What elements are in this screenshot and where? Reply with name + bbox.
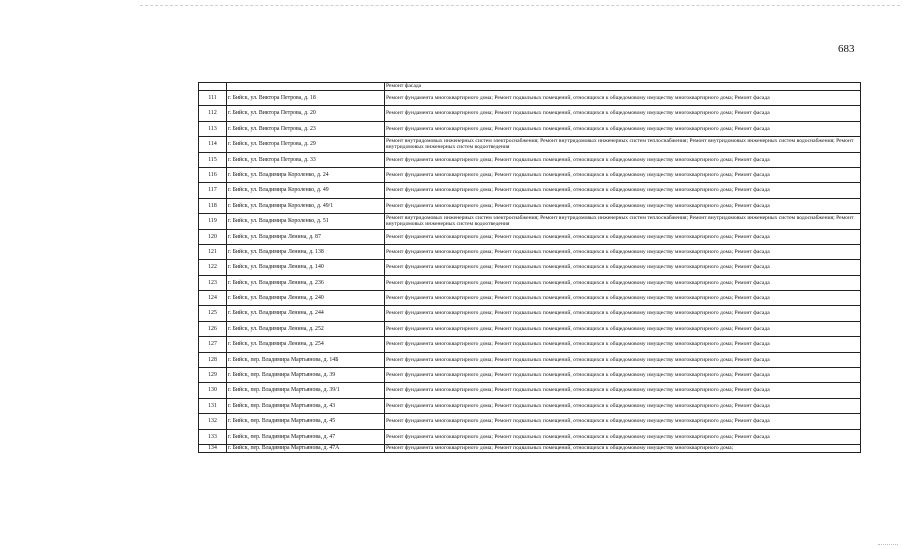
- row-works: Ремонт фундамента многоквартирного дома; Ремонт подвальных помещений, относящихся к общедомовому имуществу многоквартирного дома; Ремонт фасада: [385, 121, 861, 136]
- table-row: [199, 198, 861, 213]
- table-row: [199, 229, 861, 244]
- row-address: г. Бийск, ул. Виктора Петрова, д. 29: [227, 137, 385, 152]
- row-number: 120: [199, 229, 227, 244]
- table-row: [199, 383, 861, 398]
- table-row: [199, 444, 861, 452]
- table-row: [199, 137, 861, 152]
- table-body: [199, 83, 861, 453]
- table-row: [199, 306, 861, 321]
- table-row: [199, 275, 861, 290]
- row-works: Ремонт фундамента многоквартирного дома; Ремонт подвальных помещений, относящихся к общедомовому имуществу многоквартирного дома; Ремонт фасада: [385, 429, 861, 444]
- row-works: Ремонт фундамента многоквартирного дома; Ремонт подвальных помещений, относящихся к общедомовому имуществу многоквартирного дома; Ремонт фасада: [385, 398, 861, 413]
- row-address: г. Бийск, пер. Владимира Мартьянова, д. 47А: [227, 444, 385, 452]
- row-number: 119: [199, 214, 227, 229]
- row-address: г. Бийск, ул. Владимира Короленко, д. 49: [227, 183, 385, 198]
- row-works: Ремонт фундамента многоквартирного дома; Ремонт подвальных помещений, относящихся к общедомовому имуществу многоквартирного дома; Ремонт фасада: [385, 337, 861, 352]
- row-works: Ремонт фундамента многоквартирного дома; Ремонт подвальных помещений, относящихся к общедомовому имуществу многоквартирного дома; Ремонт фасада: [385, 91, 861, 106]
- row-address: г. Бийск, ул. Владимира Ленина, д. 87: [227, 229, 385, 244]
- row-address: г. Бийск, пер. Владимира Мартьянова, д. 47: [227, 429, 385, 444]
- row-number: 115: [199, 152, 227, 167]
- row-works: Ремонт фундамента многоквартирного дома; Ремонт подвальных помещений, относящихся к общедомовому имуществу многоквартирного дома; Ремонт фасада: [385, 306, 861, 321]
- table-row: [199, 91, 861, 106]
- table-row: [199, 398, 861, 413]
- row-address: г. Бийск, ул. Владимира Короленко, д. 51: [227, 214, 385, 229]
- row-address: г. Бийск, ул. Виктора Петрова, д. 20: [227, 106, 385, 121]
- row-number: 111: [199, 91, 227, 106]
- table-row: [199, 183, 861, 198]
- row-works: Ремонт фундамента многоквартирного дома; Ремонт подвальных помещений, относящихся к общедомовому имуществу многоквартирного дома; Ремонт фасада: [385, 167, 861, 182]
- row-address: г. Бийск, пер. Владимира Мартьянова, д. 39: [227, 368, 385, 383]
- row-number: 116: [199, 167, 227, 182]
- row-number: 132: [199, 414, 227, 429]
- row-number: 130: [199, 383, 227, 398]
- row-address: г. Бийск, ул. Виктора Петрова, д. 18: [227, 91, 385, 106]
- row-number: 121: [199, 244, 227, 259]
- row-number: 131: [199, 398, 227, 413]
- row-number: 112: [199, 106, 227, 121]
- row-address: г. Бийск, пер. Владимира Мартьянова, д. 43: [227, 398, 385, 413]
- table-row: [199, 368, 861, 383]
- row-number: 129: [199, 368, 227, 383]
- row-works: Ремонт фундамента многоквартирного дома; Ремонт подвальных помещений, относящихся к общедомовому имуществу многоквартирного дома; Ремонт фасада: [385, 414, 861, 429]
- row-works: Ремонт фундамента многоквартирного дома; Ремонт подвальных помещений, относящихся к общедомовому имуществу многоквартирного дома;: [385, 444, 861, 452]
- row-address: г. Бийск, ул. Владимира Ленина, д. 244: [227, 306, 385, 321]
- row-works: Ремонт внутридомовых инженерных систем электроснабжения; Ремонт внутридомовых инженерных систем теплоснабжения; Ремонт внутридомовых инженерных систем водоснабжения; Ремонт внутридомовых инженерных систем водоотведения: [385, 214, 861, 229]
- row-number: 122: [199, 260, 227, 275]
- table-row: [199, 214, 861, 229]
- table-row: [199, 152, 861, 167]
- row-works: Ремонт фундамента многоквартирного дома; Ремонт подвальных помещений, относящихся к общедомовому имуществу многоквартирного дома; Ремонт фасада: [385, 383, 861, 398]
- row-works: Ремонт фундамента многоквартирного дома; Ремонт подвальных помещений, относящихся к общедомовому имуществу многоквартирного дома; Ремонт фасада: [385, 368, 861, 383]
- scan-artifact-dots: [878, 544, 898, 545]
- row-address: г. Бийск, ул. Виктора Петрова, д. 33: [227, 152, 385, 167]
- page-number: 683: [838, 43, 855, 55]
- row-works: Ремонт фундамента многоквартирного дома; Ремонт подвальных помещений, относящихся к общедомовому имуществу многоквартирного дома; Ремонт фасада: [385, 260, 861, 275]
- row-number: 133: [199, 429, 227, 444]
- row-address: г. Бийск, пер. Владимира Мартьянова, д. 39/1: [227, 383, 385, 398]
- row-works: Ремонт фундамента многоквартирного дома; Ремонт подвальных помещений, относящихся к общедомовому имуществу многоквартирного дома; Ремонт фасада: [385, 152, 861, 167]
- row-works: Ремонт фундамента многоквартирного дома; Ремонт подвальных помещений, относящихся к общедомовому имуществу многоквартирного дома; Ремонт фасада: [385, 352, 861, 367]
- row-number: 114: [199, 137, 227, 152]
- row-address: г. Бийск, ул. Владимира Ленина, д. 252: [227, 321, 385, 336]
- row-works: Ремонт фундамента многоквартирного дома; Ремонт подвальных помещений, относящихся к общедомовому имуществу многоквартирного дома; Ремонт фасада: [385, 229, 861, 244]
- row-works: Ремонт фундамента многоквартирного дома; Ремонт подвальных помещений, относящихся к общедомовому имуществу многоквартирного дома; Ремонт фасада: [385, 291, 861, 306]
- table-row: [199, 167, 861, 182]
- row-works: Ремонт фундамента многоквартирного дома; Ремонт подвальных помещений, относящихся к общедомовому имуществу многоквартирного дома; Ремонт фасада: [385, 275, 861, 290]
- row-number: [199, 83, 227, 91]
- address-works-table: [198, 82, 861, 453]
- table-row: [199, 121, 861, 136]
- row-address: г. Бийск, пер. Владимира Мартьянова, д. 45: [227, 414, 385, 429]
- table-row: [199, 352, 861, 367]
- row-number: 113: [199, 121, 227, 136]
- table-row: [199, 291, 861, 306]
- row-address: г. Бийск, ул. Владимира Ленина, д. 254: [227, 337, 385, 352]
- table-row: [199, 337, 861, 352]
- table-row: [199, 321, 861, 336]
- row-number: 118: [199, 198, 227, 213]
- row-number: 124: [199, 291, 227, 306]
- row-works: Ремонт фундамента многоквартирного дома; Ремонт подвальных помещений, относящихся к общедомовому имуществу многоквартирного дома; Ремонт фасада: [385, 198, 861, 213]
- table-row: [199, 429, 861, 444]
- table-row: [199, 106, 861, 121]
- row-number: 126: [199, 321, 227, 336]
- row-number: 134: [199, 444, 227, 452]
- row-address: г. Бийск, ул. Виктора Петрова, д. 23: [227, 121, 385, 136]
- row-works: Ремонт фасада: [385, 83, 861, 91]
- row-works: Ремонт фундамента многоквартирного дома; Ремонт подвальных помещений, относящихся к общедомовому имуществу многоквартирного дома; Ремонт фасада: [385, 183, 861, 198]
- row-address: г. Бийск, ул. Владимира Короленко, д. 49/1: [227, 198, 385, 213]
- row-address: г. Бийск, ул. Владимира Короленко, д. 24: [227, 167, 385, 182]
- table-row: [199, 260, 861, 275]
- row-address: г. Бийск, пер. Владимира Мартьянова, д. 14Б: [227, 352, 385, 367]
- row-works: Ремонт фундамента многоквартирного дома; Ремонт подвальных помещений, относящихся к общедомовому имуществу многоквартирного дома; Ремонт фасада: [385, 106, 861, 121]
- row-address: г. Бийск, ул. Владимира Ленина, д. 240: [227, 291, 385, 306]
- row-number: 117: [199, 183, 227, 198]
- row-works: Ремонт фундамента многоквартирного дома; Ремонт подвальных помещений, относящихся к общедомовому имуществу многоквартирного дома; Ремонт фасада: [385, 244, 861, 259]
- row-address: г. Бийск, ул. Владимира Ленина, д. 236: [227, 275, 385, 290]
- row-number: 128: [199, 352, 227, 367]
- continuation-row: [199, 83, 861, 91]
- row-number: 125: [199, 306, 227, 321]
- table-row: [199, 244, 861, 259]
- scan-artifact-line: [140, 5, 900, 6]
- row-address: г. Бийск, ул. Владимира Ленина, д. 138: [227, 244, 385, 259]
- row-address: [227, 83, 385, 91]
- row-address: г. Бийск, ул. Владимира Ленина, д. 140: [227, 260, 385, 275]
- table-row: [199, 414, 861, 429]
- row-works: Ремонт внутридомовых инженерных систем электроснабжения; Ремонт внутридомовых инженерных систем теплоснабжения; Ремонт внутридомовых инженерных систем водоснабжения; Ремонт внутридомовых инженерных систем водоотведения: [385, 137, 861, 152]
- row-number: 127: [199, 337, 227, 352]
- row-number: 123: [199, 275, 227, 290]
- row-works: Ремонт фундамента многоквартирного дома; Ремонт подвальных помещений, относящихся к общедомовому имуществу многоквартирного дома; Ремонт фасада: [385, 321, 861, 336]
